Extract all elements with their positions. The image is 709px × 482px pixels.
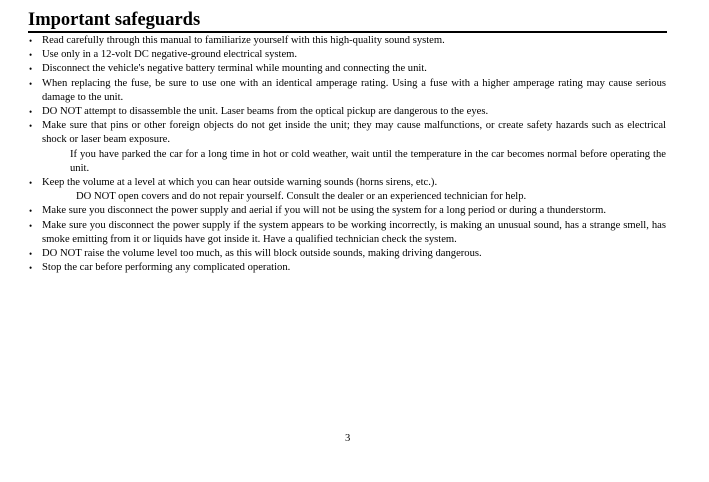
list-item	[28, 247, 666, 261]
bullet-icon: •	[29, 64, 33, 75]
list-item-text: Stop the car before performing any complicated operation.	[42, 262, 291, 274]
indented-note-weather: If you have parked the car for a long time in hot or cold weather, wait until the temperature in the car becomes normal before operating the unit.	[70, 148, 666, 174]
page-number: 3	[345, 433, 351, 444]
bullet-icon: •	[29, 220, 33, 231]
list-item	[28, 176, 666, 190]
list-item	[28, 219, 666, 247]
list-item	[28, 34, 666, 48]
bullet-icon: •	[29, 263, 33, 274]
page-title: Important safeguards	[28, 10, 201, 30]
list-item-text: Use only in a 12-volt DC negative-ground electrical system.	[42, 49, 298, 61]
bullet-icon: •	[29, 78, 33, 89]
list-item-text: Read carefully through this manual to familiarize yourself with this high-quality sound system.	[42, 35, 445, 46]
list-item	[28, 105, 666, 119]
list-item	[28, 261, 666, 275]
safeguards-list	[28, 34, 666, 275]
bullet-icon: •	[29, 36, 33, 46]
list-item-text: Disconnect the vehicle's negative battery terminal while mounting and connecting the unit.	[42, 63, 427, 75]
bullet-icon: •	[29, 121, 33, 132]
list-item-text: DO NOT raise the volume level too much, as this will block outside sounds, making driving dangerous.	[42, 248, 482, 260]
list-item	[28, 119, 666, 147]
list-item-text: Make sure you disconnect the power supply and aerial if you will not be using the system for a long period or during a thunderstorm.	[42, 205, 606, 217]
list-item-text: Make sure that pins or other foreign objects do not get inside the unit; they may cause malfunctions, or create safety hazards such as electrical shock or laser beam exposure.	[42, 120, 666, 146]
list-item-text: When replacing the fuse, be sure to use one with an identical amperage rating. Using a fuse with a higher amperage rating may cause serious damage to the unit.	[42, 77, 666, 103]
bullet-icon: •	[29, 50, 33, 61]
title-underline	[28, 31, 667, 33]
bullet-icon: •	[29, 178, 33, 189]
list-item-text: Make sure you disconnect the power supply if the system appears to be working incorrectly, is making an unusual sound, has a strange smell, has smoke emitting from it or liquids have got inside it. Have a qualified technician check the system.	[42, 219, 666, 245]
bullet-icon: •	[29, 206, 33, 217]
list-item	[28, 77, 666, 105]
list-item	[28, 62, 666, 76]
bullet-icon: •	[29, 107, 33, 118]
list-item-text: Keep the volume at a level at which you can hear outside warning sounds (horns sirens, etc.).	[42, 177, 438, 189]
list-item-text: DO NOT attempt to disassemble the unit. Laser beams from the optical pickup are dangerous to the eyes.	[42, 106, 489, 118]
bullet-icon: •	[29, 249, 33, 260]
list-item	[28, 204, 666, 218]
list-item	[28, 48, 666, 62]
indented-note-covers: DO NOT open covers and do not repair yourself. Consult the dealer or an experienced technician for help.	[76, 191, 527, 203]
